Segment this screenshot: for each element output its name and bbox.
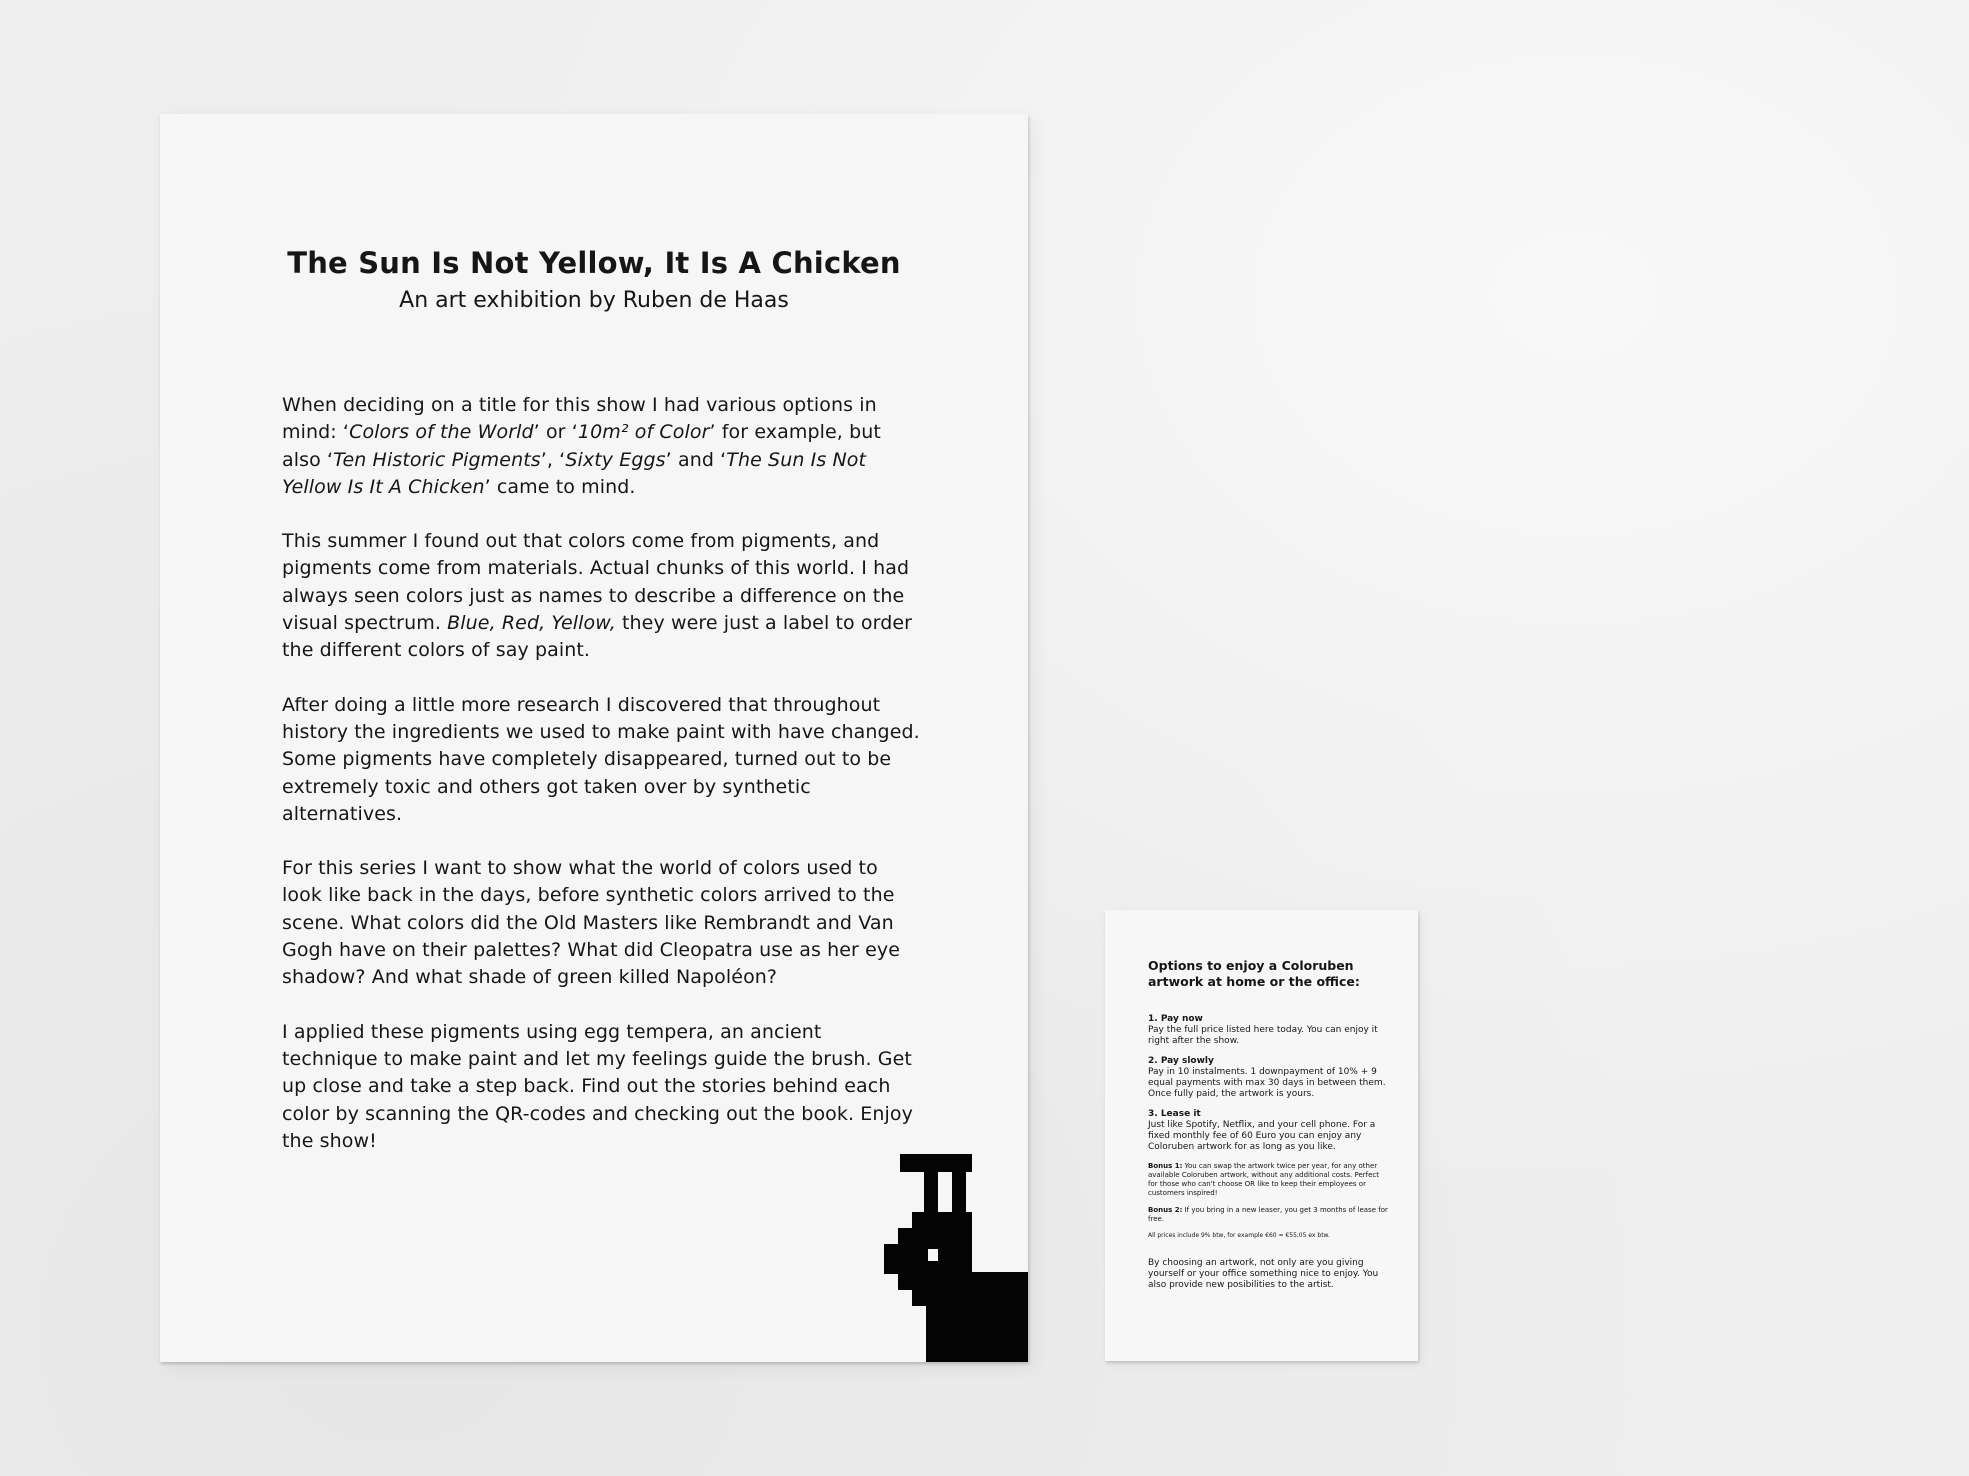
option1-label: 1. Pay now	[1148, 1014, 1203, 1024]
poster-subtitle: An art exhibition by Ruben de Haas	[399, 288, 789, 313]
bonus-2	[1148, 1206, 1388, 1224]
bonus2-label: Bonus 2:	[1148, 1206, 1183, 1214]
p1-title-the-sun: The Sun Is Not Yellow Is It A Chicken	[282, 448, 867, 498]
p1-title-ten-historic-pigments: Ten Historic Pigments	[333, 448, 541, 471]
bonus2-text: If you bring in a new leaser, you get 3 months of lease for free.	[1148, 1206, 1388, 1223]
p1-text-i: ’ and ‘	[665, 448, 727, 471]
p1-title-sixty-eggs: Sixty Eggs	[565, 448, 666, 471]
p1-text-e: ’ for example, but also ‘	[282, 421, 881, 471]
p1-text-g: ’, ‘	[540, 448, 566, 471]
p2-text-a: This summer I found out that colors come from pigments, and pigments come from materials. Actual chunks of this world. I had always seen colors just as names to describe a difference on the visual spectrum.	[282, 530, 910, 635]
exhibition-poster	[160, 114, 1028, 1362]
card-content	[1148, 958, 1388, 1291]
p1-text-a: When deciding on a title for this show I had various options in mind: ‘	[282, 394, 877, 444]
bonus-1	[1148, 1162, 1388, 1198]
p1-text-c: ’ or ‘	[533, 421, 578, 444]
option2-text: Pay in 10 instalments. 1 downpayment of 10% + 9 equal payments with max 30 days in between them. Once fully paid, the artwork is yours.	[1148, 1067, 1386, 1099]
p2-colors-italic: Blue, Red, Yellow,	[447, 612, 616, 635]
option-pay-slowly	[1148, 1056, 1388, 1100]
option-lease-it	[1148, 1109, 1388, 1153]
option-pay-now	[1148, 1014, 1388, 1047]
option2-label: 2. Pay slowly	[1148, 1056, 1214, 1066]
paragraph-technique: I applied these pigments using egg tempera, an ancient technique to make paint and let my feelings guide the brush. Get up close and take a step back. Find out the stories behind each color by scanning the QR-codes and checking out the book. Enjoy the show!	[282, 1020, 913, 1152]
bonus1-label: Bonus 1:	[1148, 1162, 1183, 1170]
p1-title-colors-of-the-world: Colors of the World	[349, 421, 534, 444]
option1-text: Pay the full price listed here today. You can enjoy it right after the show.	[1148, 1025, 1378, 1046]
card-footer: By choosing an artwork, not only are you giving yourself or your office something nice to enjoy. You also provide new posibilities to the artist.	[1148, 1258, 1379, 1290]
p1-title-10m2-of-color: 10m² of Color	[577, 421, 710, 444]
option3-label: 3. Lease it	[1148, 1109, 1201, 1119]
paragraph-research: After doing a little more research I discovered that throughout history the ingredients we used to make paint with have changed. Some pigments have completely disappeared, turned out to be extremely toxic and others got taken over by synthetic alternatives.	[282, 693, 920, 825]
pixel-rabbit-icon	[160, 114, 1028, 1362]
price-note: All prices include 9% btw, for example €60 = €55,05 ex btw.	[1148, 1232, 1330, 1239]
poster-title: The Sun Is Not Yellow, It Is A Chicken	[287, 246, 901, 280]
payment-options-card	[1105, 910, 1418, 1361]
bonus1-text: You can swap the artwork twice per year, for any other available Coloruben artwork, without any additional costs. Perfect for those who can't choose OR like to keep their employees or customers inspired!	[1148, 1162, 1380, 1197]
paragraph-series: For this series I want to show what the world of colors used to look like back in the days, before synthetic colors arrived to the scene. What colors did the Old Masters like Rembrandt and Van Gogh have on their palettes? What did Cleopatra use as her eye shadow? And what shade of green killed Napoléon?	[282, 857, 901, 989]
p2-text-c: they were just a label to order the different colors of say paint.	[282, 612, 913, 662]
card-heading: Options to enjoy a Coloruben artwork at home or the office:	[1148, 958, 1360, 989]
option3-text: Just like Spotify, Netflix, and your cell phone. For a fixed monthly fee of 60 Euro you can enjoy any Coloruben artwork for as long as you like.	[1148, 1120, 1376, 1152]
p1-text-k: ’ came to mind.	[484, 475, 636, 498]
